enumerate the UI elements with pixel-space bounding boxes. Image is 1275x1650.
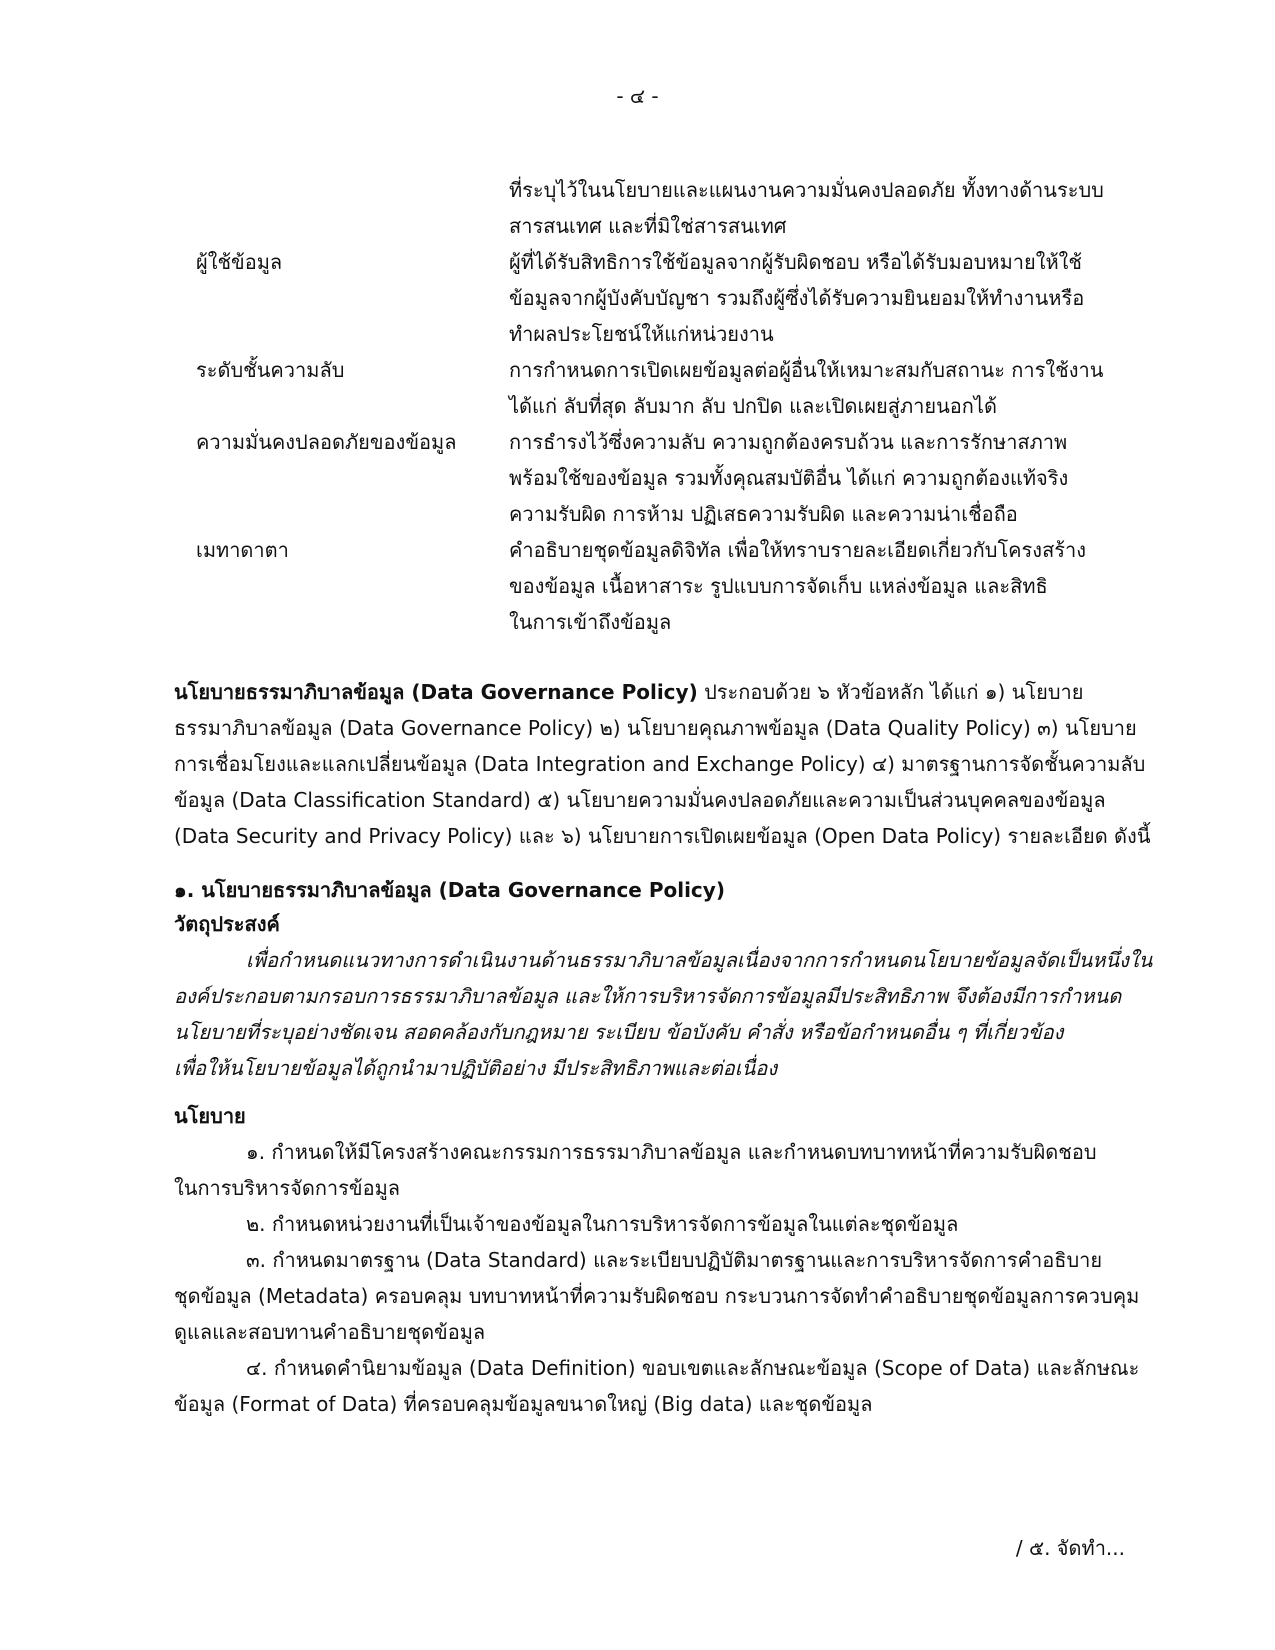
definition-line: ได้แก่ ลับที่สุด ลับมาก ลับ ปกปิด และเปิดเผยสู่ภายนอกได้	[509, 394, 997, 418]
definition-line: สารสนเทศ และที่มิใช่สารสนเทศ	[509, 214, 787, 238]
intro-line: ธรรมาภิบาลข้อมูล (Data Governance Policy) ๒) นโยบายคุณภาพข้อมูล (Data Quality Policy) ๓) นโยบาย	[174, 716, 1137, 740]
definition-term: ผู้ใช้ข้อมูล	[196, 250, 283, 274]
policy-item-4: ๔. กำหนดคำนิยามข้อมูล (Data Definition) ขอบเขตและลักษณะข้อมูล (Scope of Data) และลักษณะ	[246, 1356, 1140, 1380]
policy-item-4-cont: ข้อมูล (Format of Data) ที่ครอบคลุมข้อมูลขนาดใหญ่ (Big data) และชุดข้อมูล	[174, 1392, 873, 1416]
intro-first-rest: ประกอบด้วย ๖ หัวข้อหลัก ได้แก่ ๑) นโยบาย	[697, 680, 1084, 704]
intro-first-line	[174, 674, 1134, 710]
definition-line: ของข้อมูล เนื้อหาสาระ รูปแบบการจัดเก็บ แหล่งข้อมูล และสิทธิ	[509, 574, 1048, 598]
objective-line: นโยบายที่ระบุอย่างชัดเจน สอดคล้องกับกฎหมาย ระเบียบ ข้อบังคับ คำสั่ง หรือข้อกำหนดอื่น ๆ ที่เกี่ยวข้อง	[174, 1020, 1064, 1044]
definition-line: การกำหนดการเปิดเผยข้อมูลต่อผู้อื่นให้เหมาะสมกับสถานะ การใช้งาน	[509, 358, 1104, 382]
section-heading: ๑. นโยบายธรรมาภิบาลข้อมูล (Data Governance Policy)	[174, 878, 725, 902]
definition-line: ทำผลประโยชน์ให้แก่หน่วยงาน	[509, 322, 774, 346]
policy-item-3-cont: ดูแลและสอบทานคำอธิบายชุดข้อมูล	[174, 1320, 486, 1344]
intro-bold-lead: นโยบายธรรมาภิบาลข้อมูล (Data Governance Policy)	[174, 680, 698, 704]
policy-item-3-cont: ชุดข้อมูล (Metadata) ครอบคลุม บทบาทหน้าที่ความรับผิดชอบ กระบวนการจัดทำคำอธิบายชุดข้อมูลการควบคุม	[174, 1284, 1140, 1308]
definition-line: ข้อมูลจากผู้บังคับบัญชา รวมถึงผู้ซึ่งได้รับความยินยอมให้ทำงานหรือ	[509, 286, 1085, 310]
definition-line: ในการเข้าถึงข้อมูล	[509, 610, 672, 634]
definition-term: ความมั่นคงปลอดภัยของข้อมูล	[196, 430, 457, 454]
definition-line: ความรับผิด การห้าม ปฏิเสธความรับผิด และความน่าเชื่อถือ	[509, 502, 1018, 526]
objective-line: เพื่อให้นโยบายข้อมูลได้ถูกนำมาปฏิบัติอย่าง มีประสิทธิภาพและต่อเนื่อง	[174, 1056, 778, 1080]
definition-line: การธำรงไว้ซึ่งความลับ ความถูกต้องครบถ้วน และการรักษาสภาพ	[509, 430, 1068, 454]
definition-line: ผู้ที่ได้รับสิทธิการใช้ข้อมูลจากผู้รับผิดชอบ หรือได้รับมอบหมายให้ใช้	[509, 250, 1083, 274]
objective-heading: วัตถุประสงค์	[174, 912, 280, 936]
policy-item-3: ๓. กำหนดมาตรฐาน (Data Standard) และระเบียบปฏิบัติมาตรฐานและการบริหารจัดการคำอธิบาย	[246, 1248, 1103, 1272]
page-number: - ๔ -	[616, 84, 659, 108]
definition-line: ที่ระบุไว้ในนโยบายและแผนงานความมั่นคงปลอดภัย ทั้งทางด้านระบบ	[509, 178, 1104, 202]
definition-line: คำอธิบายชุดข้อมูลดิจิทัล เพื่อให้ทราบรายละเอียดเกี่ยวกับโครงสร้าง	[509, 538, 1087, 562]
intro-line: การเชื่อมโยงและแลกเปลี่ยนข้อมูล (Data Integration and Exchange Policy) ๔) มาตรฐานการจัดชั้นความลับ	[174, 752, 1146, 776]
policy-item-1-cont: ในการบริหารจัดการข้อมูล	[174, 1176, 401, 1200]
definition-term: เมทาดาตา	[196, 538, 289, 562]
definition-line: พร้อมใช้ของข้อมูล รวมทั้งคุณสมบัติอื่น ได้แก่ ความถูกต้องแท้จริง	[509, 466, 1069, 490]
objective-line: เพื่อกำหนดแนวทางการดำเนินงานด้านธรรมาภิบาลข้อมูลเนื่องจากการกำหนดนโยบายข้อมูลจัดเป็นหนึ่งใน	[246, 948, 1153, 972]
objective-line: องค์ประกอบตามกรอบการธรรมาภิบาลข้อมูล และให้การบริหารจัดการข้อมูลมีประสิทธิภาพ จึงต้องมีการกำหนด	[174, 984, 1122, 1008]
footer-continuation: / ๕. จัดทำ...	[1015, 1536, 1125, 1560]
policy-item-2: ๒. กำหนดหน่วยงานที่เป็นเจ้าของข้อมูลในการบริหารจัดการข้อมูลในแต่ละชุดข้อมูล	[246, 1212, 959, 1236]
policy-heading: นโยบาย	[174, 1104, 246, 1128]
definition-term: ระดับชั้นความลับ	[196, 358, 345, 382]
policy-item-1: ๑. กำหนดให้มีโครงสร้างคณะกรรมการธรรมาภิบาลข้อมูล และกำหนดบทบาทหน้าที่ความรับผิดชอบ	[246, 1140, 1097, 1164]
intro-line: (Data Security and Privacy Policy) และ ๖) นโยบายการเปิดเผยข้อมูล (Open Data Policy) รายละเอียด ดังนี้	[174, 824, 1151, 848]
intro-line: ข้อมูล (Data Classification Standard) ๕) นโยบายความมั่นคงปลอดภัยและความเป็นส่วนบุคคลของข้อมูล	[174, 788, 1106, 812]
